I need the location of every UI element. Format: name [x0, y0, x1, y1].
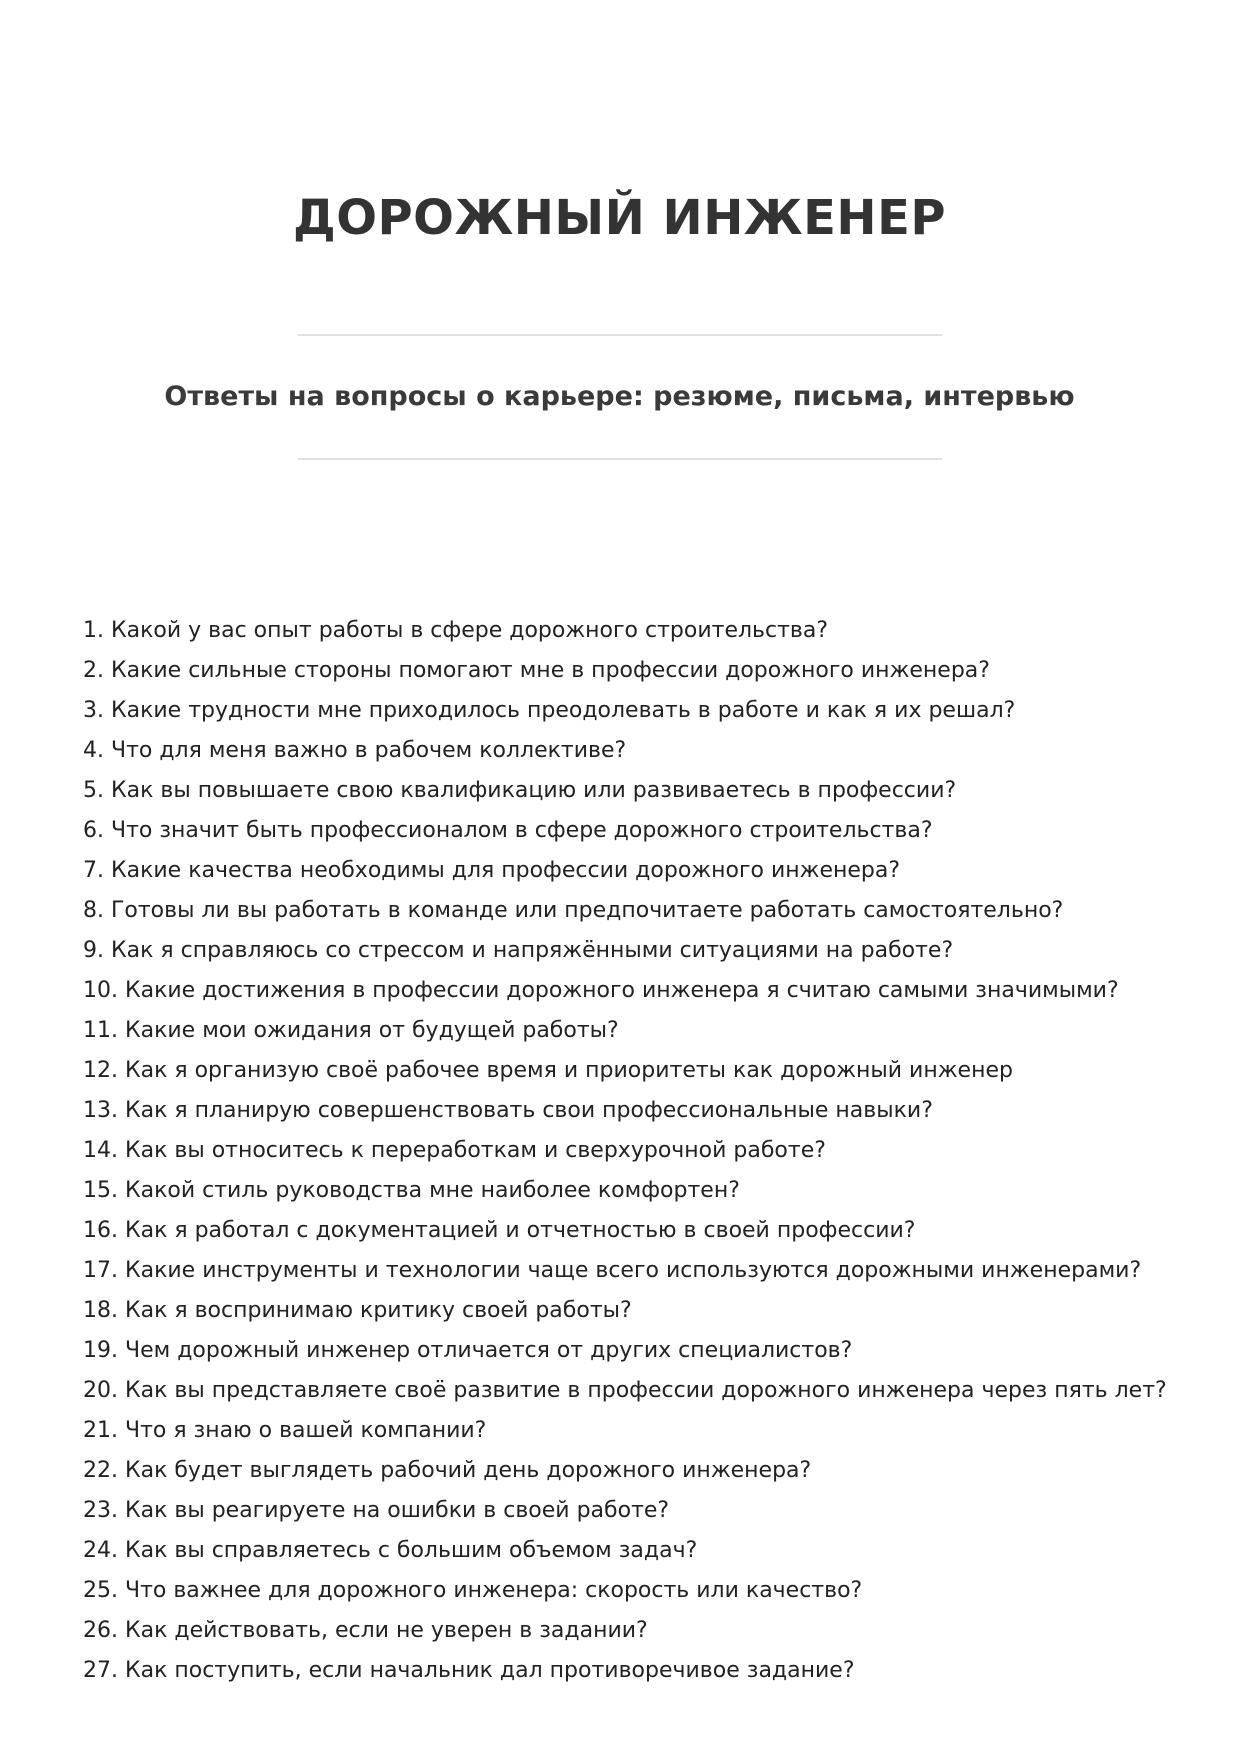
question-list: [83, 611, 1183, 1691]
question-item: 15. Какой стиль руководства мне наиболее комфортен?: [83, 1178, 740, 1203]
question-item: 2. Какие сильные стороны помогают мне в профессии дорожного инженера?: [83, 658, 990, 683]
question-item: 24. Как вы справляетесь с большим объемом задач?: [83, 1538, 698, 1563]
page-title: ДОРОЖНЫЙ ИНЖЕНЕР: [292, 190, 947, 246]
question-item: 8. Готовы ли вы работать в команде или предпочитаете работать самостоятельно?: [83, 898, 1064, 923]
question-item: 1. Какой у вас опыт работы в сфере дорожного строительства?: [83, 618, 829, 643]
question-item: 3. Какие трудности мне приходилось преодолевать в работе и как я их решал?: [83, 698, 1016, 723]
question-item: 4. Что для меня важно в рабочем коллективе?: [83, 738, 627, 763]
question-item: 23. Как вы реагируете на ошибки в своей работе?: [83, 1498, 670, 1523]
question-item: 27. Как поступить, если начальник дал противоречивое задание?: [83, 1658, 855, 1683]
question-item: 13. Как я планирую совершенствовать свои профессиональные навыки?: [83, 1098, 933, 1123]
question-item: 20. Как вы представляете своё развитие в профессии дорожного инженера через пять лет?: [83, 1378, 1167, 1403]
question-item: 22. Как будет выглядеть рабочий день дорожного инженера?: [83, 1458, 812, 1483]
question-item: 9. Как я справляюсь со стрессом и напряжёнными ситуациями на работе?: [83, 938, 954, 963]
question-item: 11. Какие мои ожидания от будущей работы?: [83, 1018, 619, 1043]
question-item: 7. Какие качества необходимы для профессии дорожного инженера?: [83, 858, 901, 883]
question-item: 25. Что важнее для дорожного инженера: скорость или качество?: [83, 1578, 863, 1603]
question-item: 17. Какие инструменты и технологии чаще всего используются дорожными инженерами?: [83, 1258, 1142, 1283]
question-item: 19. Чем дорожный инженер отличается от других специалистов?: [83, 1338, 853, 1363]
question-item: 16. Как я работал с документацией и отчетностью в своей профессии?: [83, 1218, 916, 1243]
question-item: 12. Как я организую своё рабочее время и приоритеты как дорожный инженер: [83, 1058, 1013, 1083]
question-item: 10. Какие достижения в профессии дорожного инженера я считаю самыми значимыми?: [83, 978, 1119, 1003]
title-divider-top: [298, 334, 942, 336]
question-item: 5. Как вы повышаете свою квалификацию или развиваетесь в профессии?: [83, 778, 957, 803]
question-item: 18. Как я воспринимаю критику своей работы?: [83, 1298, 632, 1323]
question-item: 21. Что я знаю о вашей компании?: [83, 1418, 487, 1443]
question-item: 14. Как вы относитесь к переработкам и сверхурочной работе?: [83, 1138, 826, 1163]
question-item: 26. Как действовать, если не уверен в задании?: [83, 1618, 648, 1643]
title-divider-bottom: [298, 458, 942, 460]
question-item: 6. Что значит быть профессионалом в сфере дорожного строительства?: [83, 818, 933, 843]
page-subtitle: Ответы на вопросы о карьере: резюме, письма, интервью: [164, 381, 1075, 412]
